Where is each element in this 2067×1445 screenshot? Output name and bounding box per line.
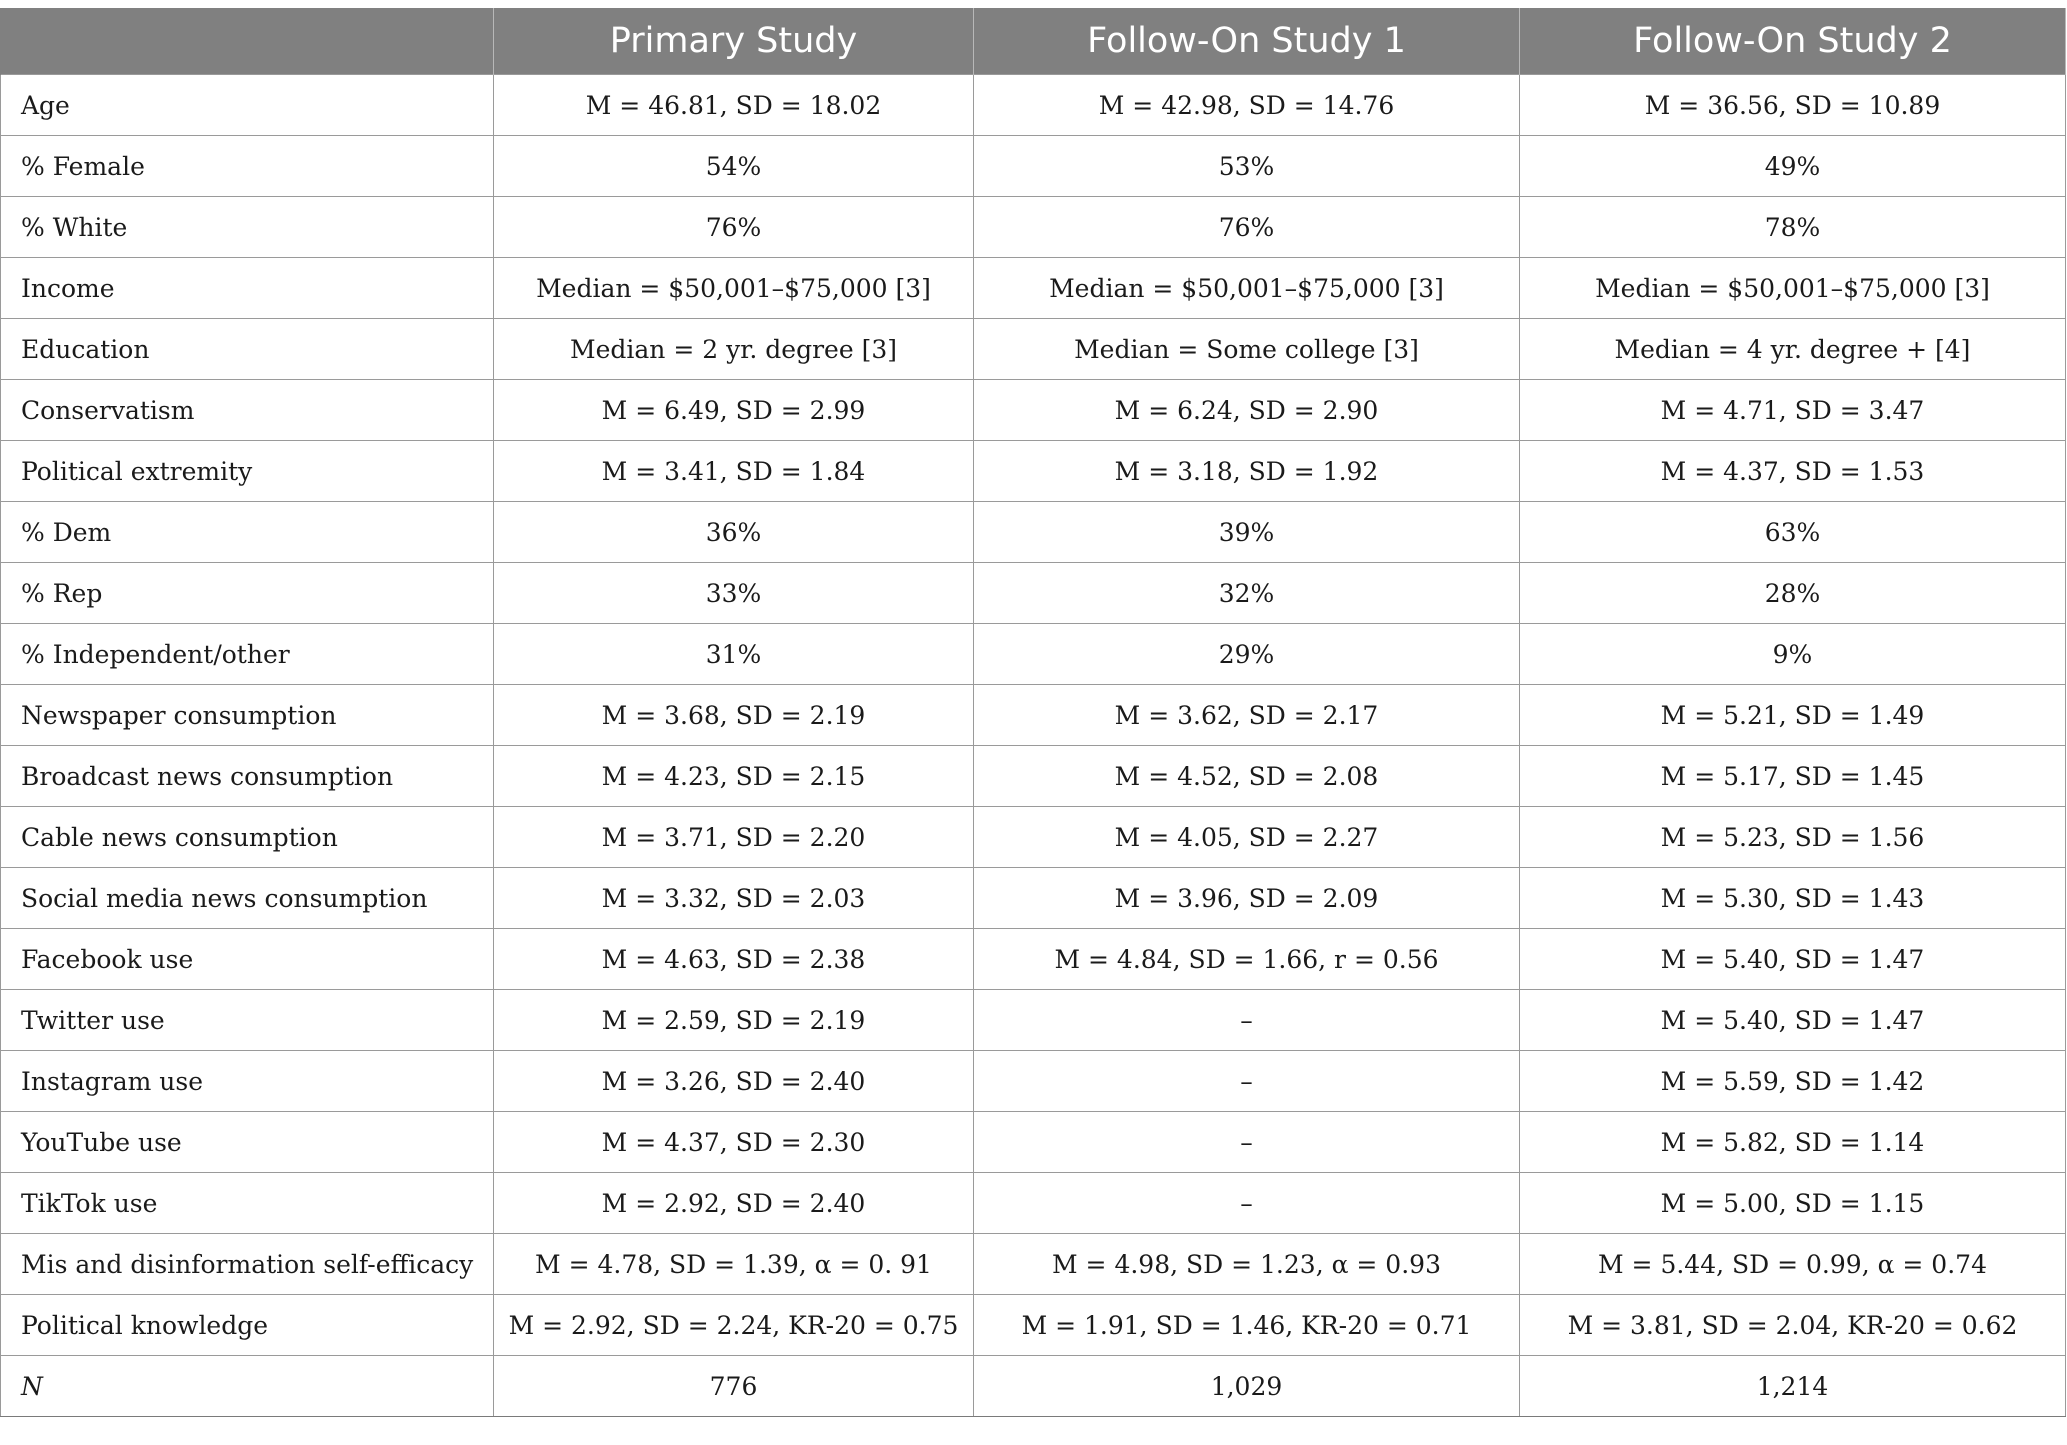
table-cell: 776 — [494, 1356, 974, 1417]
table-cell: M = 3.18, SD = 1.92 — [974, 441, 1520, 502]
table-row — [1, 868, 2066, 929]
table-cell: M = 4.05, SD = 2.27 — [974, 807, 1520, 868]
table-cell: 28% — [1520, 563, 2066, 624]
table-cell: M = 2.92, SD = 2.24, KR-20 = 0.75 — [494, 1295, 974, 1356]
table-cell: M = 6.24, SD = 2.90 — [974, 380, 1520, 441]
table-cell: Median = $50,001–$75,000 [3] — [1520, 258, 2066, 319]
row-label: Political extremity — [1, 441, 494, 502]
table-cell: M = 5.40, SD = 1.47 — [1520, 990, 2066, 1051]
table-cell: 36% — [494, 502, 974, 563]
table-cell: – — [974, 1173, 1520, 1234]
table-cell: 78% — [1520, 197, 2066, 258]
table-row — [1, 1234, 2066, 1295]
table-cell: M = 4.63, SD = 2.38 — [494, 929, 974, 990]
table-row — [1, 1356, 2066, 1417]
row-label: Conservatism — [1, 380, 494, 441]
table-cell: – — [974, 1112, 1520, 1173]
table-row — [1, 990, 2066, 1051]
table-cell: M = 4.37, SD = 1.53 — [1520, 441, 2066, 502]
table-cell: M = 4.84, SD = 1.66, r = 0.56 — [974, 929, 1520, 990]
table-cell: M = 5.30, SD = 1.43 — [1520, 868, 2066, 929]
table-cell: 9% — [1520, 624, 2066, 685]
row-label: % Independent/other — [1, 624, 494, 685]
table-cell: M = 3.71, SD = 2.20 — [494, 807, 974, 868]
table-cell: 29% — [974, 624, 1520, 685]
table-cell: M = 4.98, SD = 1.23, α = 0.93 — [974, 1234, 1520, 1295]
row-label: Facebook use — [1, 929, 494, 990]
table-cell: 63% — [1520, 502, 2066, 563]
table-cell: M = 5.21, SD = 1.49 — [1520, 685, 2066, 746]
table-cell: M = 3.32, SD = 2.03 — [494, 868, 974, 929]
header-cell-primary-study: Primary Study — [494, 8, 974, 75]
table-cell: M = 3.96, SD = 2.09 — [974, 868, 1520, 929]
table-cell: M = 2.59, SD = 2.19 — [494, 990, 974, 1051]
row-label: Cable news consumption — [1, 807, 494, 868]
header-row — [1, 8, 2066, 75]
table-cell: – — [974, 990, 1520, 1051]
table-row — [1, 502, 2066, 563]
table-cell: M = 4.23, SD = 2.15 — [494, 746, 974, 807]
table-cell: M = 4.37, SD = 2.30 — [494, 1112, 974, 1173]
header-cell-follow-on-study-2: Follow-On Study 2 — [1520, 8, 2066, 75]
row-label: % Rep — [1, 563, 494, 624]
row-label: Broadcast news consumption — [1, 746, 494, 807]
table-cell: Median = 4 yr. degree + [4] — [1520, 319, 2066, 380]
table-row — [1, 319, 2066, 380]
table-cell: Median = 2 yr. degree [3] — [494, 319, 974, 380]
table-cell: M = 42.98, SD = 14.76 — [974, 75, 1520, 136]
table-cell: M = 2.92, SD = 2.40 — [494, 1173, 974, 1234]
row-label: Instagram use — [1, 1051, 494, 1112]
row-label: % Female — [1, 136, 494, 197]
table-cell: 76% — [974, 197, 1520, 258]
table-cell: 33% — [494, 563, 974, 624]
row-label: Social media news consumption — [1, 868, 494, 929]
table-cell: M = 3.81, SD = 2.04, KR-20 = 0.62 — [1520, 1295, 2066, 1356]
table-cell: M = 5.23, SD = 1.56 — [1520, 807, 2066, 868]
table-cell: 76% — [494, 197, 974, 258]
row-label: % White — [1, 197, 494, 258]
table-cell: 32% — [974, 563, 1520, 624]
demographics-table — [0, 8, 2066, 1417]
table-row — [1, 1112, 2066, 1173]
table-cell: M = 5.00, SD = 1.15 — [1520, 1173, 2066, 1234]
table-cell: M = 1.91, SD = 1.46, KR-20 = 0.71 — [974, 1295, 1520, 1356]
table-row — [1, 624, 2066, 685]
table-cell: Median = $50,001–$75,000 [3] — [974, 258, 1520, 319]
table-cell: M = 36.56, SD = 10.89 — [1520, 75, 2066, 136]
table-row — [1, 75, 2066, 136]
row-label: Twitter use — [1, 990, 494, 1051]
row-label: Political knowledge — [1, 1295, 494, 1356]
table-cell: M = 3.26, SD = 2.40 — [494, 1051, 974, 1112]
table-row — [1, 685, 2066, 746]
table-cell: 49% — [1520, 136, 2066, 197]
table-cell: 31% — [494, 624, 974, 685]
row-label: Age — [1, 75, 494, 136]
table-row — [1, 136, 2066, 197]
table-cell: M = 5.44, SD = 0.99, α = 0.74 — [1520, 1234, 2066, 1295]
header-cell-label — [1, 8, 494, 75]
table-cell: Median = Some college [3] — [974, 319, 1520, 380]
table-cell: M = 3.41, SD = 1.84 — [494, 441, 974, 502]
table-cell: M = 5.59, SD = 1.42 — [1520, 1051, 2066, 1112]
table-header — [1, 8, 2066, 75]
row-label: N — [1, 1356, 494, 1417]
table-cell: Median = $50,001–$75,000 [3] — [494, 258, 974, 319]
table-cell: M = 4.52, SD = 2.08 — [974, 746, 1520, 807]
row-label: YouTube use — [1, 1112, 494, 1173]
table-cell: M = 46.81, SD = 18.02 — [494, 75, 974, 136]
table-cell: M = 3.68, SD = 2.19 — [494, 685, 974, 746]
row-label: TikTok use — [1, 1173, 494, 1234]
table-row — [1, 563, 2066, 624]
row-label: Mis and disinformation self-efficacy — [1, 1234, 494, 1295]
table-row — [1, 1051, 2066, 1112]
row-label: Income — [1, 258, 494, 319]
table-row — [1, 746, 2066, 807]
table-cell: M = 4.78, SD = 1.39, α = 0. 91 — [494, 1234, 974, 1295]
table-cell: 1,029 — [974, 1356, 1520, 1417]
table-row — [1, 258, 2066, 319]
table-cell: – — [974, 1051, 1520, 1112]
table-cell: M = 5.17, SD = 1.45 — [1520, 746, 2066, 807]
table-cell: M = 4.71, SD = 3.47 — [1520, 380, 2066, 441]
table-cell: M = 5.82, SD = 1.14 — [1520, 1112, 2066, 1173]
table-row — [1, 807, 2066, 868]
row-label: % Dem — [1, 502, 494, 563]
row-label: Education — [1, 319, 494, 380]
table-body — [1, 75, 2066, 1417]
table-cell: 53% — [974, 136, 1520, 197]
table-row — [1, 380, 2066, 441]
header-cell-follow-on-study-1: Follow-On Study 1 — [974, 8, 1520, 75]
table-cell: 54% — [494, 136, 974, 197]
table-cell: M = 5.40, SD = 1.47 — [1520, 929, 2066, 990]
row-label: Newspaper consumption — [1, 685, 494, 746]
table-cell: 1,214 — [1520, 1356, 2066, 1417]
table-cell: 39% — [974, 502, 1520, 563]
table-cell: M = 3.62, SD = 2.17 — [974, 685, 1520, 746]
demographics-table-container — [0, 8, 2067, 1417]
table-row — [1, 929, 2066, 990]
table-row — [1, 441, 2066, 502]
table-row — [1, 1173, 2066, 1234]
table-row — [1, 197, 2066, 258]
table-cell: M = 6.49, SD = 2.99 — [494, 380, 974, 441]
table-row — [1, 1295, 2066, 1356]
